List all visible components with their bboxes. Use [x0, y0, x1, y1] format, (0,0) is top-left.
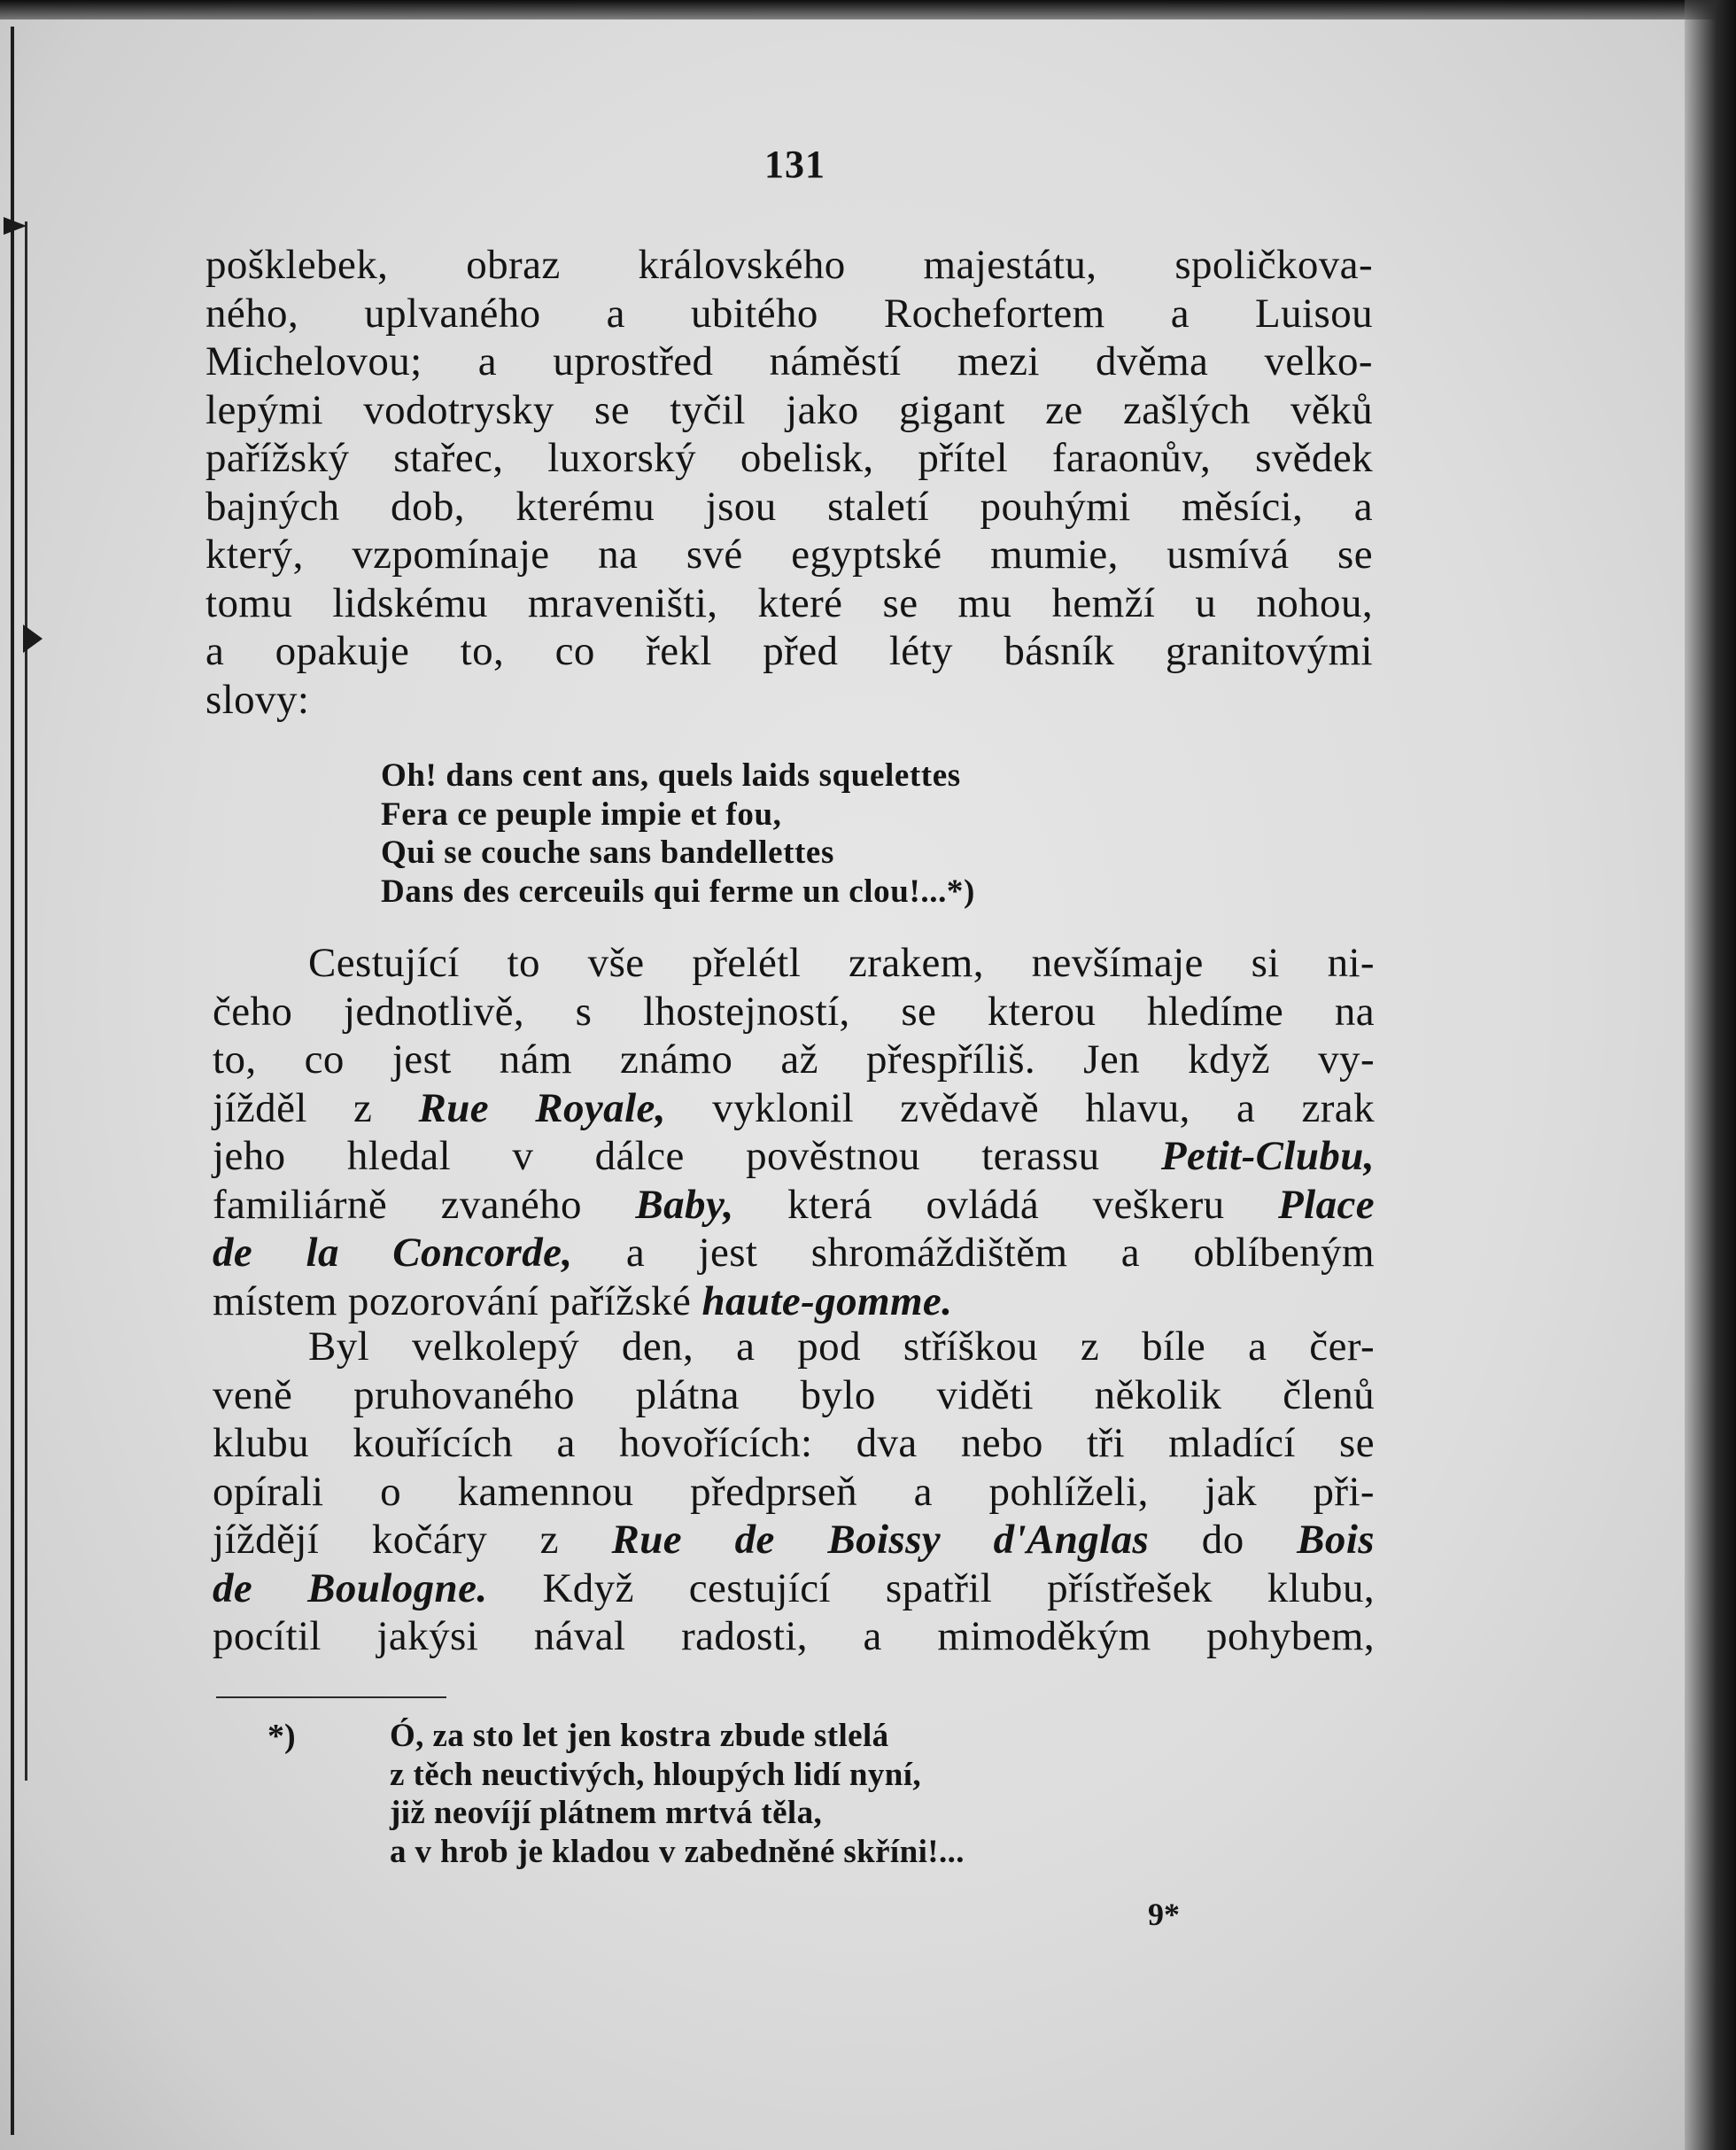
text-segment: jížděl z: [213, 1084, 373, 1131]
poem-line: Dans des cerceuils qui ferme un clou!...*): [381, 873, 975, 910]
italic-place-name: Petit-Clubu,: [1160, 1133, 1375, 1179]
text-line: Cestující to vše přelétl zrakem, nevšímaje si ni-: [308, 940, 1375, 986]
text-line: pařížský stařec, luxorský obelisk, přítel faraonův, svědek: [205, 435, 1373, 481]
scan-edge-left-line: [11, 27, 14, 2135]
italic-place-name: Place: [1278, 1181, 1375, 1228]
text-line: pocítil jakýsi nával radosti, a mimoděkým pohybem,: [213, 1613, 1375, 1659]
text-segment: jíždějí kočáry z: [213, 1517, 559, 1563]
text-line: [213, 1132, 1375, 1181]
text-line: tomu lidskému mraveništi, které se mu hemží u nohou,: [205, 579, 1373, 626]
text-line: lepými vodotrysky se tyčil jako gigant ze zašlých věků: [205, 386, 1373, 433]
italic-place-name: Rue Royale,: [418, 1084, 666, 1131]
text-segment: a jest shromáždištěm a oblíbeným: [625, 1230, 1376, 1276]
text-line: a opakuje to, co řekl před léty básník granitovými: [205, 628, 1373, 674]
text-line: [213, 1181, 1375, 1230]
italic-place-name: de la Concorde,: [213, 1230, 573, 1276]
text-line: opírali o kamennou předprseň a pohlíželi, jak při-: [213, 1468, 1375, 1515]
text-line: [213, 1516, 1375, 1564]
poem-line: Oh! dans cent ans, quels laids squelettes: [381, 757, 961, 794]
italic-term: haute-gomme.: [701, 1277, 953, 1324]
french-poem-quote: [381, 757, 975, 911]
italic-place-name: Baby,: [635, 1181, 734, 1228]
poem-line: Qui se couche sans bandellettes: [381, 834, 834, 871]
scan-binding-mark-icon: [23, 625, 43, 653]
text-segment: jeho hledal v dálce pověstnou terassu: [213, 1133, 1100, 1179]
footnote-line: z těch neuctivých, hloupých lidí nyní,: [390, 1756, 922, 1793]
text-line: pošklebek, obraz královského majestátu, spoličkova-: [205, 242, 1373, 288]
scan-edge-right: [1685, 0, 1736, 2150]
footnote-divider: [216, 1696, 446, 1698]
text-line: [213, 1084, 1375, 1133]
text-segment: do: [1201, 1517, 1244, 1563]
text-line: [213, 1277, 1375, 1326]
printer-signature-mark: 9*: [1148, 1897, 1180, 1932]
text-line: slovy:: [205, 676, 310, 723]
paragraph-2: [213, 939, 1375, 1325]
text-line: čeho jednotlivě, s lhostejností, se kterou hledíme na: [213, 988, 1375, 1035]
scan-edge-left-line-inner: [25, 221, 27, 1781]
italic-place-name: Bois: [1297, 1517, 1375, 1563]
poem-line: Fera ce peuple impie et fou,: [381, 796, 782, 833]
text-line: veně pruhovaného plátna bylo viděti několik členů: [213, 1371, 1375, 1418]
text-segment: místem pozorování pařížské: [213, 1277, 692, 1324]
italic-place-name: de Boulogne.: [213, 1564, 488, 1611]
text-line: to, co jest nám známo až přespříliš. Jen když vy-: [213, 1036, 1375, 1083]
text-line: Byl velkolepý den, a pod stříškou z bíle a čer-: [308, 1323, 1375, 1370]
text-segment: Když cestující spatřil přístřešek klubu,: [542, 1564, 1375, 1611]
scan-edge-top: [0, 0, 1736, 19]
paragraph-1: [205, 241, 1373, 724]
footnote-translation: [390, 1717, 965, 1871]
text-segment: familiárně zvaného: [213, 1181, 582, 1228]
footnote-line: Ó, za sto let jen kostra zbude stlelá: [390, 1718, 889, 1754]
footnote-mark: *): [267, 1718, 296, 1755]
text-line: [213, 1564, 1375, 1613]
text-line: bajných dob, kterému jsou staletí pouhými měsíci, a: [205, 483, 1373, 530]
text-segment: vyklonil zvědavě hlavu, a zrak: [712, 1084, 1375, 1131]
text-line: [213, 1229, 1375, 1277]
footnote-line: a v hrob je kladou v zabedněné skříni!...: [390, 1833, 965, 1870]
page-number: 131: [764, 143, 825, 186]
italic-place-name: Rue de Boissy d'Anglas: [611, 1517, 1150, 1563]
text-line: Michelovou; a uprostřed náměstí mezi dvěma velko-: [205, 338, 1373, 384]
text-segment: která ovládá veškeru: [787, 1181, 1225, 1228]
text-line: klubu kouřících a hovořících: dva nebo tři mladící se: [213, 1420, 1375, 1466]
paragraph-3: [213, 1323, 1375, 1661]
footnote-line: již neovíjí plátnem mrtvá těla,: [390, 1795, 823, 1831]
scan-binding-tick-icon: [4, 217, 27, 235]
text-line: který, vzpomínaje na své egyptské mumie, usmívá se: [205, 532, 1373, 578]
text-line: ného, uplvaného a ubitého Rochefortem a Luisou: [205, 290, 1373, 337]
